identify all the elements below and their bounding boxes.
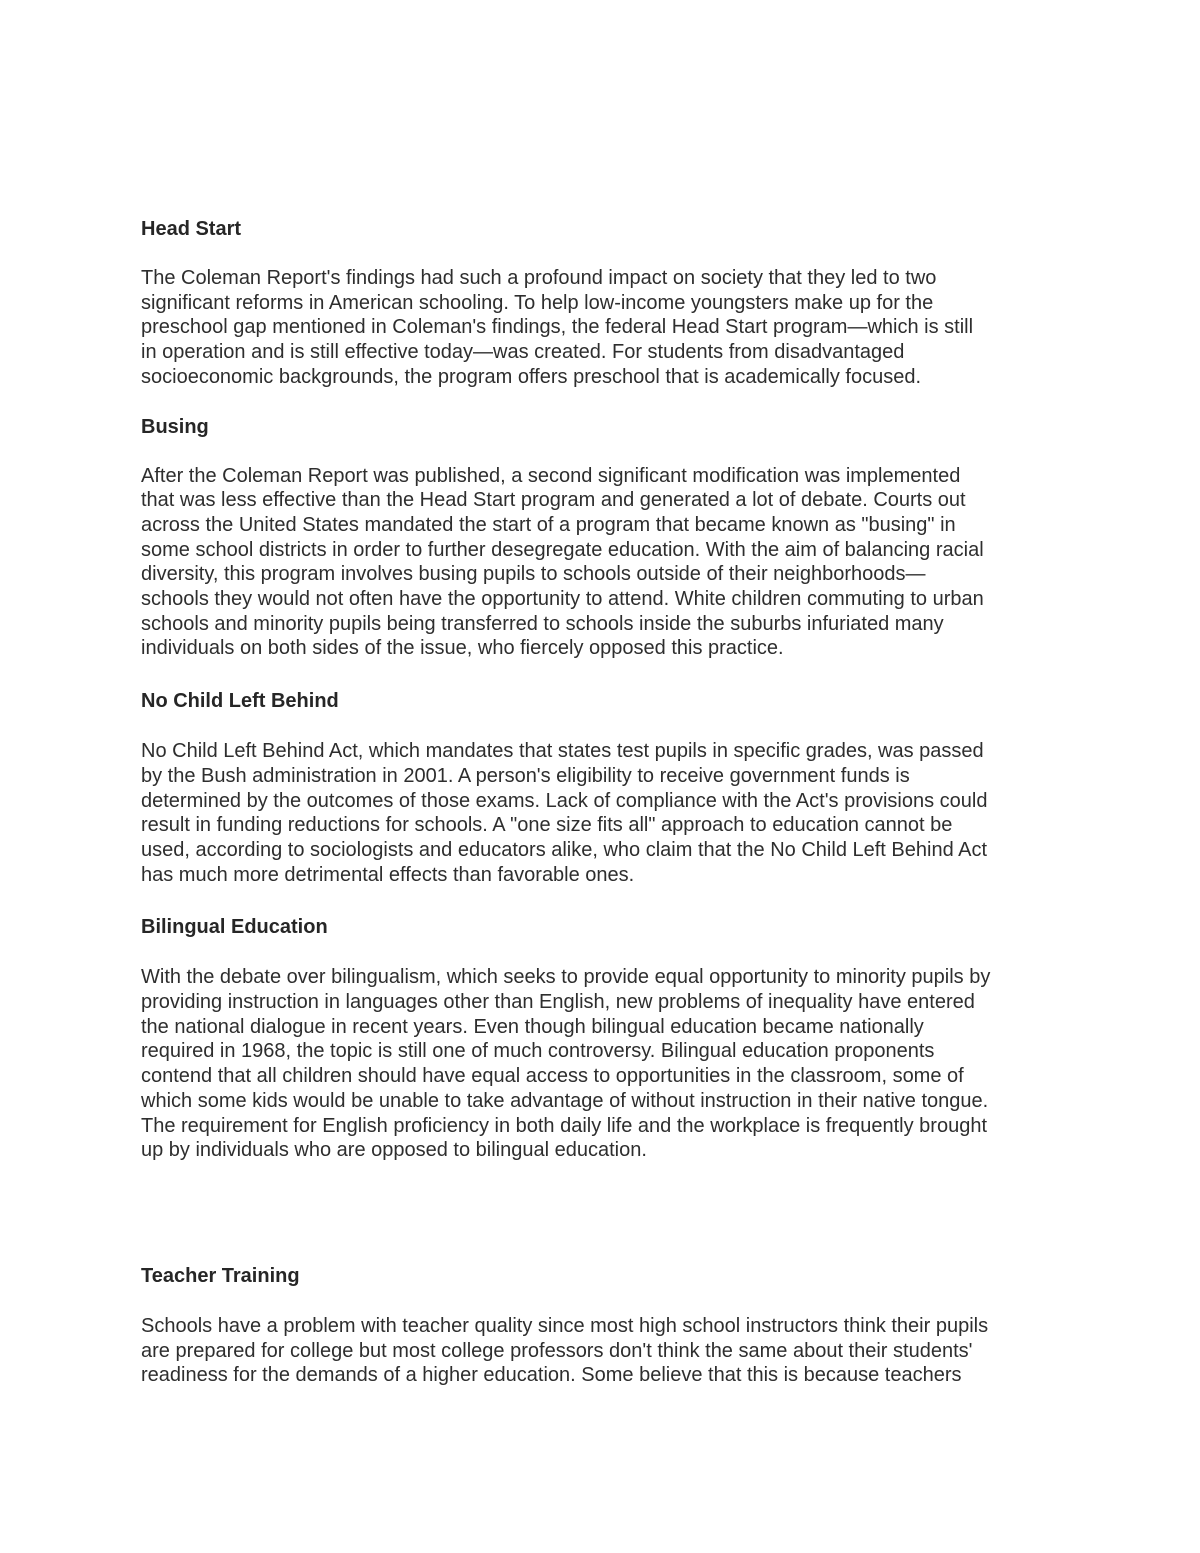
document-page [141, 216, 1071, 1388]
paragraph-line: With the debate over bilingualism, which seeks to provide equal opportunity to minority pupils by [141, 966, 991, 989]
paragraph-line: schools they would not often have the opportunity to attend. White children commuting to urban [141, 588, 984, 611]
paragraph-line: required in 1968, the topic is still one of much controversy. Bilingual education proponents [141, 1040, 935, 1063]
paragraph-line: are prepared for college but most college professors don't think the same about their students' [141, 1339, 973, 1362]
section-paragraph-head-start [141, 266, 1071, 390]
section-paragraph-no-child-left-behind [141, 739, 1071, 887]
section-heading-bilingual-education: Bilingual Education [141, 916, 328, 939]
paragraph-line: up by individuals who are opposed to bilingual education. [141, 1139, 647, 1162]
paragraph-line: contend that all children should have equal access to opportunities in the classroom, some of [141, 1065, 964, 1088]
paragraph-line: determined by the outcomes of those exams. Lack of compliance with the Act's provisions could [141, 789, 988, 812]
paragraph-line: readiness for the demands of a higher education. Some believe that this is because teachers [141, 1364, 962, 1387]
paragraph-line: The Coleman Report's findings had such a profound impact on society that they led to two [141, 267, 937, 289]
paragraph-line: No Child Left Behind Act, which mandates that states test pupils in specific grades, was passed [141, 740, 984, 763]
section-heading-busing: Busing [141, 415, 209, 438]
paragraph-line: socioeconomic backgrounds, the program offers preschool that is academically focused. [141, 365, 922, 388]
paragraph-line: Schools have a problem with teacher quality since most high school instructors think their pupils [141, 1314, 989, 1337]
paragraph-line: result in funding reductions for schools. A "one size fits all" approach to education cannot be [141, 814, 953, 837]
paragraph-line: in operation and is still effective today—was created. For students from disadvantaged [141, 341, 905, 364]
section-heading-no-child-left-behind: No Child Left Behind [141, 690, 339, 713]
paragraph-line: the national dialogue in recent years. Even though bilingual education became nationally [141, 1015, 924, 1038]
paragraph-line: schools and minority pupils being transferred to schools inside the suburbs infuriated many [141, 612, 944, 635]
paragraph-line: has much more detrimental effects than favorable ones. [141, 863, 635, 886]
section-paragraph-teacher-training [141, 1314, 1071, 1388]
paragraph-line: The requirement for English proficiency in both daily life and the workplace is frequently brought [141, 1114, 988, 1137]
paragraph-line: preschool gap mentioned in Coleman's findings, the federal Head Start program—which is still [141, 316, 974, 339]
section-heading-teacher-training: Teacher Training [141, 1264, 300, 1287]
section-paragraph-bilingual-education [141, 965, 1071, 1163]
paragraph-line: individuals on both sides of the issue, who fiercely opposed this practice. [141, 637, 784, 660]
paragraph-line: by the Bush administration in 2001. A person's eligibility to receive government funds is [141, 764, 910, 787]
paragraph-line: that was less effective than the Head Start program and generated a lot of debate. Courts out [141, 489, 966, 512]
paragraph-line: providing instruction in languages other than English, new problems of inequality have entered [141, 991, 975, 1014]
paragraph-line: which some kids would be unable to take advantage of without instruction in their native tongue. [141, 1089, 989, 1112]
paragraph-line: significant reforms in American schooling. To help low-income youngsters make up for the [141, 291, 934, 314]
section-heading-head-start: Head Start [141, 218, 242, 240]
section-paragraph-busing [141, 464, 1071, 662]
paragraph-line: some school districts in order to further desegregate education. With the aim of balancing racial [141, 538, 984, 561]
paragraph-line: After the Coleman Report was published, a second significant modification was implemented [141, 464, 961, 487]
paragraph-line: across the United States mandated the start of a program that became known as "busing" in [141, 513, 956, 536]
paragraph-line: used, according to sociologists and educators alike, who claim that the No Child Left Behind Act [141, 838, 988, 861]
paragraph-line: diversity, this program involves busing pupils to schools outside of their neighborhoods— [141, 563, 926, 586]
